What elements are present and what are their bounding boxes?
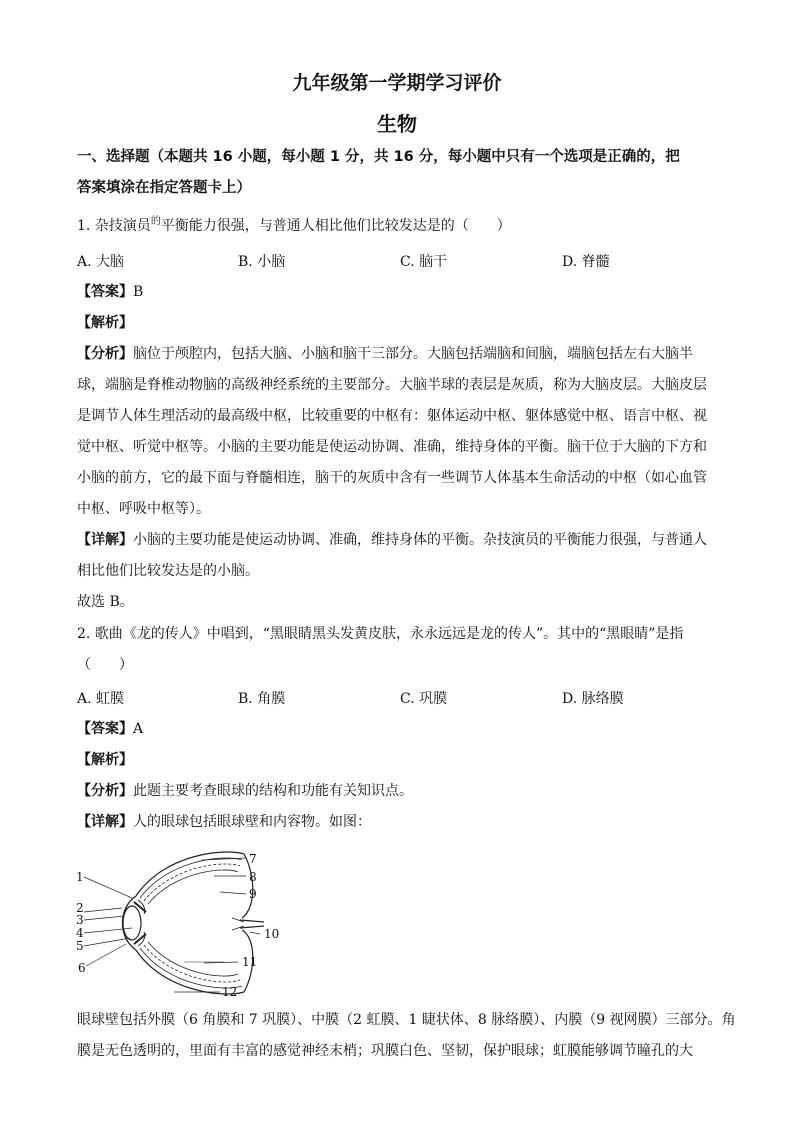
q2-option-d: D. 脉络膜	[562, 691, 624, 707]
q1-xiangjie-line	[77, 530, 717, 550]
label-3: 3	[76, 913, 84, 927]
label-10: 10	[264, 927, 280, 941]
q1-xiangjie-line: 相比他们比较发达是的小脑。	[77, 563, 259, 579]
q1-stem-superscript: 的	[150, 216, 161, 227]
q2-option-b: B. 角膜	[238, 691, 286, 707]
q2-explanation-line: 眼球壁包括外膜（6 角膜和 7 巩膜）、中膜（2 虹膜、1 睫状体、8 脉络膜）、内膜（9 视网膜）三部分。角	[77, 1012, 736, 1028]
q2-stem-line2: （ ）	[77, 657, 133, 673]
q2-analysis-tag: 【解析】	[77, 752, 133, 768]
q2-explanation-line: 膜是无色透明的，里面有丰富的感觉神经末梢；巩膜白色、坚韧，保护眼球；虹膜能够调节瞳孔的大	[77, 1043, 693, 1059]
fenxi-text: 此题主要考查眼球的结构和功能有关知识点。	[133, 783, 413, 799]
q1-conclusion: 故选 B。	[77, 594, 134, 610]
q1-stem	[77, 216, 717, 238]
xiangjie-text: 人的眼球包括眼球壁和内容物。如图：	[133, 814, 371, 830]
xiangjie-tag: 【详解】	[77, 814, 133, 830]
q1-analysis-tag: 【解析】	[77, 315, 133, 331]
q1-option-a: A. 大脑	[77, 254, 125, 270]
eyeball-diagram	[74, 846, 294, 1002]
label-1: 1	[76, 870, 84, 884]
answer-value: B	[133, 284, 144, 300]
q1-option-d: D. 脊髓	[562, 254, 610, 270]
label-11: 11	[242, 955, 258, 969]
q1-fenxi-line: 是调节人体生理活动的最高级中枢，比较重要的中枢有：躯体运动中枢、躯体感觉中枢、语言中枢、视	[77, 408, 707, 424]
q2-answer	[77, 719, 717, 739]
q2-option-c: C. 巩膜	[400, 691, 448, 707]
xiangjie-tag: 【详解】	[77, 532, 133, 548]
q1-answer	[77, 282, 717, 302]
q2-xiangjie	[77, 812, 717, 832]
answer-value: A	[133, 721, 144, 737]
label-5: 5	[76, 939, 84, 953]
q1-fenxi-line	[77, 344, 717, 364]
page-title: 九年级第一学期学习评价	[292, 72, 502, 94]
q1-fenxi-line: 小脑的前方，它的最下面与脊髓相连，脑干的灰质中含有一些调节人体基本生命活动的中枢（如心血管	[77, 470, 707, 486]
section-heading-line1: 一、选择题（本题共 16 小题，每小题 1 分，共 16 分，每小题中只有一个选项是正确的，把	[77, 149, 680, 165]
q1-stem-part2: 平衡能力很强，与普通人相比他们比较发达是的（ ）	[160, 218, 511, 234]
label-9: 9	[249, 887, 257, 901]
q1-option-b: B. 小脑	[238, 254, 286, 270]
q1-option-c: C. 脑干	[400, 254, 448, 270]
answer-tag: 【答案】	[77, 721, 133, 737]
answer-tag: 【答案】	[77, 284, 133, 300]
fenxi-tag: 【分析】	[77, 346, 133, 362]
label-12: 12	[222, 985, 238, 999]
q1-fenxi-line: 中枢、呼吸中枢等）。	[77, 501, 210, 517]
q1-fenxi-line: 觉中枢、听觉中枢等。小脑的主要功能是使运动协调、准确，维持身体的平衡。脑干位于大脑的下方和	[77, 439, 707, 455]
q2-fenxi	[77, 781, 717, 801]
fenxi-tag: 【分析】	[77, 783, 133, 799]
q2-stem-line1: 2. 歌曲《龙的传人》中唱到，“黑眼睛黑头发黄皮肤，永永远远是龙的传人”。其中的“黑眼睛”是指	[77, 626, 684, 642]
q1-fenxi-line: 球，端脑是脊椎动物脑的高级神经系统的主要部分。大脑半球的表层是灰质，称为大脑皮层。大脑皮层	[77, 377, 707, 393]
label-7: 7	[249, 852, 257, 866]
label-2: 2	[76, 901, 84, 915]
section-heading-line2: 答案填涂在指定答题卡上）	[77, 180, 251, 196]
subject-title: 生物	[377, 112, 417, 136]
label-8: 8	[249, 870, 257, 884]
label-4: 4	[76, 926, 84, 940]
fenxi-text: 脑位于颅腔内，包括大脑、小脑和脑干三部分。大脑包括端脑和间脑，端脑包括左右大脑半	[133, 346, 693, 362]
q1-stem-part1: 1. 杂技演员	[77, 218, 151, 234]
label-6: 6	[78, 961, 86, 975]
q2-option-a: A. 虹膜	[77, 691, 125, 707]
xiangjie-text: 小脑的主要功能是使运动协调、准确，维持身体的平衡。杂技演员的平衡能力很强，与普通人	[133, 532, 707, 548]
